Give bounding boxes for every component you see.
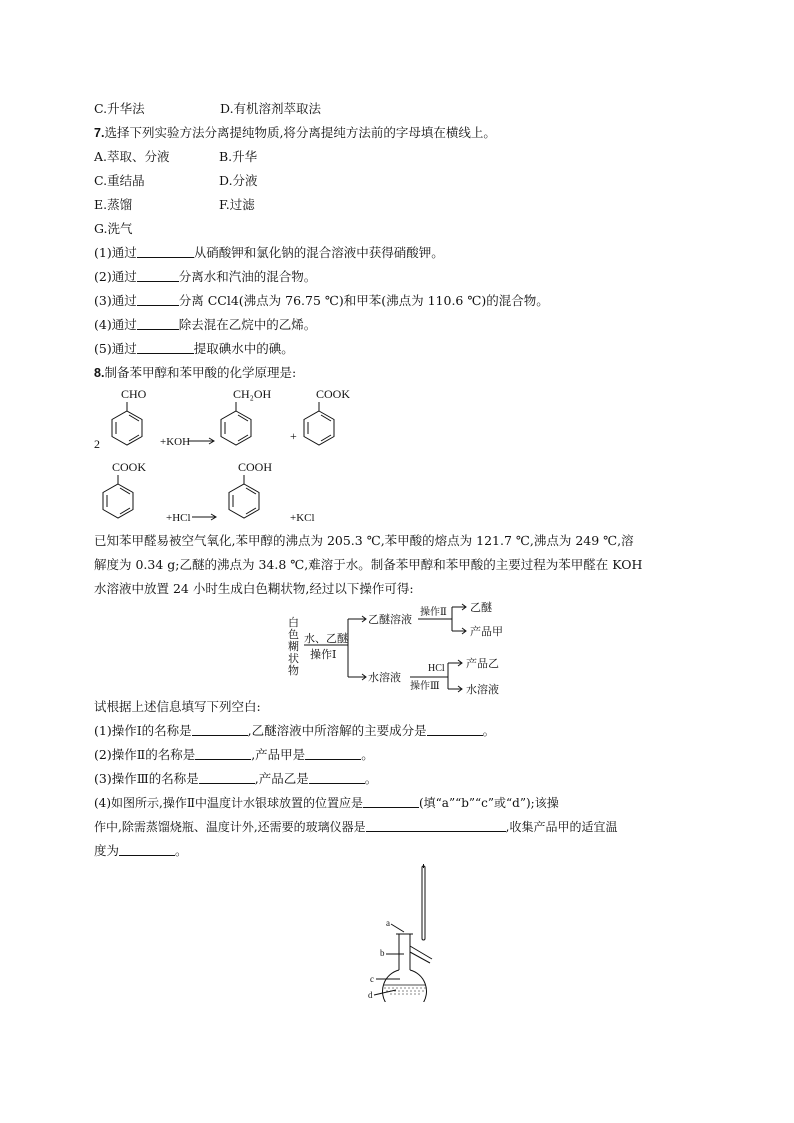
q8-para-line-1: 已知苯甲醛易被空气氧化,苯甲醇的沸点为 205.3 ℃,苯甲酸的熔点为 121.7 ℃,沸点为 249 ℃,溶 <box>94 533 634 548</box>
q8-stem <box>94 364 296 382</box>
q7-sub-1-post: 从硝酸钾和氯化钠的混合溶液中获得硝酸钾。 <box>193 245 444 260</box>
q8-sub-4-blank-3[interactable] <box>119 843 175 856</box>
q7-sub-5 <box>94 340 294 358</box>
q7-sub-4-blank[interactable] <box>137 317 179 330</box>
flow-start-char-4: 状 <box>288 653 299 665</box>
flow-op3: 操作Ⅲ <box>410 681 440 692</box>
flow-ether: 乙醚 <box>470 602 492 614</box>
benzene-ring-icon <box>304 411 334 445</box>
q7-sub-1-blank[interactable] <box>137 245 194 258</box>
q8-sub-2-blank-1[interactable] <box>195 747 251 760</box>
flow-op2: 操作Ⅱ <box>420 607 447 618</box>
q6-options-row <box>94 100 322 118</box>
q7-sub-1 <box>94 244 444 262</box>
q8-number: 8. <box>94 366 105 380</box>
benzene-ring-icon <box>112 411 142 445</box>
r1-product2-group: COOK <box>316 387 351 401</box>
q8-sub-4-blank-2[interactable] <box>366 819 506 832</box>
position-label-b: b <box>380 948 385 958</box>
q7-stem <box>94 124 496 142</box>
reaction-schemes <box>0 385 794 535</box>
q8-sub-2-blank-2[interactable] <box>305 747 361 760</box>
q8-sub-1-b: ,乙醚溶液中所溶解的主要成分是 <box>247 723 427 738</box>
position-label-d: d <box>368 990 373 1000</box>
q8-sub-3-blank-2[interactable] <box>309 771 365 784</box>
q7-sub-2-blank[interactable] <box>137 269 179 282</box>
q8-sub-4-c: 作中,除需蒸馏烧瓶、温度计外,还需要的玻璃仪器是 <box>94 820 366 834</box>
q7-option-a: A.萃取、分液 <box>94 149 170 164</box>
position-label-a: a <box>386 918 390 928</box>
q8-sub-1-a: (1)操作Ⅰ的名称是 <box>94 723 192 738</box>
q7-options-row-1 <box>94 148 258 166</box>
q8-sub-2-b: ,产品甲是 <box>251 747 306 762</box>
q7-sub-4 <box>94 316 316 334</box>
q6-option-d: D.有机溶剂萃取法 <box>220 101 322 116</box>
q8-para-line-2: 解度为 0.34 g;乙醚的沸点为 34.8 ℃,难溶于水。制备苯甲醇和苯甲酸的主要过程为苯甲醛在 KOH <box>94 557 643 572</box>
q7-sub-5-post: 提取碘水中的碘。 <box>193 341 294 356</box>
q7-stem-text: 选择下列实验方法分离提纯物质,将分离提纯方法前的字母填在横线上。 <box>104 125 496 140</box>
flow-water-solution: 水溶液 <box>368 672 401 684</box>
q8-sub-1-c: 。 <box>482 723 496 738</box>
r1-substrate-group: CHO <box>121 387 147 401</box>
q8-sub-4-line-2 <box>94 818 617 836</box>
q8-sub-3-blank-1[interactable] <box>199 771 255 784</box>
flow-start-char-1: 白 <box>288 617 299 629</box>
q7-sub-3-pre: (3)通过 <box>94 293 137 308</box>
flow-water-solution-2: 水溶液 <box>466 684 499 696</box>
flow-ether-solution: 乙醚溶液 <box>368 614 412 626</box>
q7-sub-3-blank[interactable] <box>137 293 179 306</box>
q7-options-row-2 <box>94 172 258 190</box>
q8-sub-4-line-1 <box>94 794 559 812</box>
flow-hcl: HCl <box>428 663 445 674</box>
distillation-flask-figure <box>362 862 482 1002</box>
q8-sub-3-c: 。 <box>364 771 378 786</box>
q8-sub-1-blank-1[interactable] <box>192 723 248 736</box>
q8-sub-4-e: 度为 <box>94 843 120 858</box>
q7-sub-1-pre: (1)通过 <box>94 245 137 260</box>
q6-option-c: C.升华法 <box>94 101 145 116</box>
r1-plus: + <box>290 429 297 443</box>
q8-sub-3-b: ,产品乙是 <box>254 771 309 786</box>
q7-option-e: E.蒸馏 <box>94 197 133 212</box>
q7-sub-2 <box>94 268 316 286</box>
q8-para-line-3: 水溶液中放置 24 小时生成白色糊状物,经过以下操作可得: <box>94 581 414 596</box>
q8-sub-4-f: 。 <box>175 843 188 858</box>
flow-start-char-5: 物 <box>288 665 299 677</box>
separation-flow-diagram <box>282 600 542 700</box>
benzene-ring-icon <box>229 484 259 518</box>
flow-start-char-2: 色 <box>288 629 299 641</box>
flow-op1: 操作Ⅰ <box>310 649 337 661</box>
benzene-ring-icon <box>221 411 251 445</box>
q7-sub-4-pre: (4)通过 <box>94 317 137 332</box>
q7-sub-3-post: 分离 CCl4(沸点为 76.75 ℃)和甲苯(沸点为 110.6 ℃)的混合物。 <box>178 293 549 308</box>
q8-sub-3 <box>94 770 377 788</box>
flow-product-b: 产品乙 <box>466 658 499 670</box>
q7-sub-2-pre: (2)通过 <box>94 269 137 284</box>
q8-sub-1-blank-2[interactable] <box>427 723 483 736</box>
flask-bulb <box>383 970 427 1002</box>
flow-start-char-3: 糊 <box>288 641 299 653</box>
q8-sub-4-line-3 <box>94 842 188 860</box>
q7-options-row-4 <box>94 220 133 238</box>
flow-reagent: 水、乙醚 <box>304 633 348 645</box>
thermometer-icon <box>422 864 425 940</box>
q7-sub-5-pre: (5)通过 <box>94 341 137 356</box>
q7-option-g: G.洗气 <box>94 221 133 236</box>
q8-sub-2-c: 。 <box>361 747 374 762</box>
benzene-ring-icon <box>103 484 133 518</box>
q8-stem-text: 制备苯甲醇和苯甲酸的化学原理是: <box>104 365 297 380</box>
q7-sub-3 <box>94 292 549 310</box>
q7-number: 7. <box>94 126 105 140</box>
q8-sub-1 <box>94 722 495 740</box>
q7-sub-2-post: 分离水和汽油的混合物。 <box>178 269 317 284</box>
q7-options-row-3 <box>94 196 255 214</box>
q8-sub-2 <box>94 746 374 764</box>
q8-sub-4-a: (4)如图所示,操作Ⅱ中温度计水银球放置的位置应是 <box>94 796 363 810</box>
q7-option-f: F.过滤 <box>219 197 255 212</box>
r2-product-group: COOH <box>238 460 273 474</box>
r2-kcl: +KCl <box>290 512 315 524</box>
q8-sub-4-d: ,收集产品甲的适宜温 <box>505 820 618 834</box>
q7-option-b: B.升华 <box>219 149 258 164</box>
q8-sub-4-blank-1[interactable] <box>363 795 419 808</box>
q8-sub-4-b: (填“a”“b”“c”或“d”);该操 <box>418 796 559 810</box>
flow-product-a: 产品甲 <box>470 626 503 638</box>
r2-substrate-group: COOK <box>112 460 147 474</box>
r1-product1-group: CH₂OH <box>233 387 272 401</box>
q7-sub-4-post: 除去混在乙烷中的乙烯。 <box>178 317 317 332</box>
q7-option-c: C.重结晶 <box>94 173 145 188</box>
q8-fill-intro: 试根据上述信息填写下列空白: <box>94 699 261 714</box>
q8-sub-3-a: (3)操作Ⅲ的名称是 <box>94 771 199 786</box>
r2-hcl: +HCl <box>166 512 191 524</box>
r1-koh: +KOH <box>160 436 191 448</box>
q7-option-d: D.分液 <box>219 173 258 188</box>
q8-sub-2-a: (2)操作Ⅱ的名称是 <box>94 747 196 762</box>
position-label-c: c <box>370 974 374 984</box>
q7-sub-5-blank[interactable] <box>137 341 194 354</box>
r1-coefficient: 2 <box>94 437 100 451</box>
